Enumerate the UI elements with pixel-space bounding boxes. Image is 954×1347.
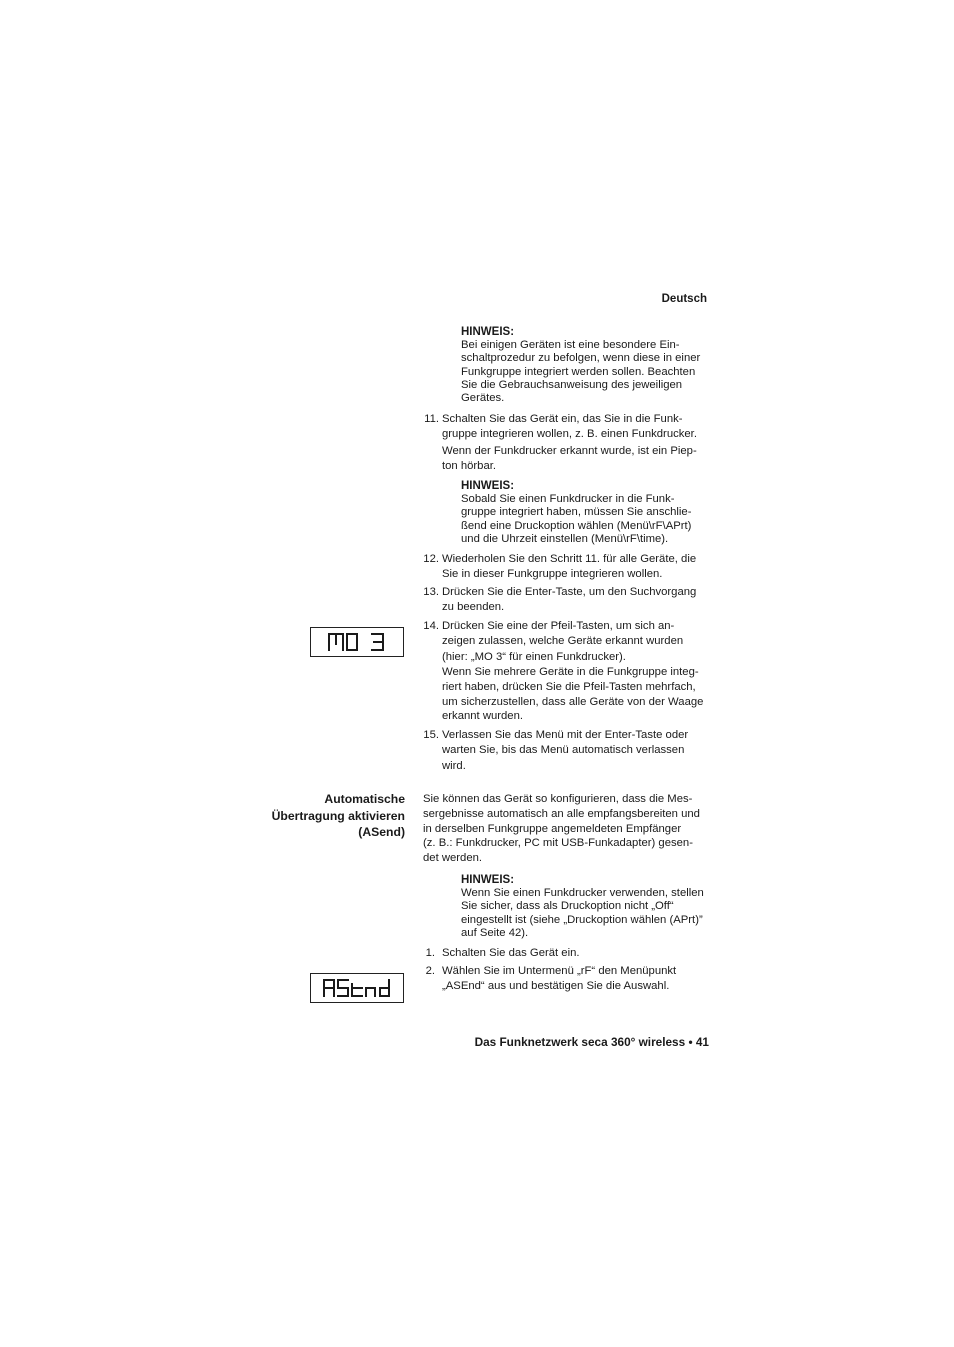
note-line: gruppe integriert haben, müssen Sie anschlie- bbox=[461, 506, 692, 519]
note-body bbox=[461, 339, 711, 405]
note-3 bbox=[461, 874, 713, 940]
section-step-1-text bbox=[442, 946, 712, 961]
note-title: HINWEIS: bbox=[461, 874, 515, 886]
language-label: Deutsch bbox=[661, 293, 707, 305]
note-body bbox=[461, 887, 713, 940]
step-line: zeigen zulassen, welche Geräte erkannt wurden bbox=[442, 635, 684, 648]
step-number: 12. bbox=[423, 553, 439, 565]
intro-line: sergebnisse automatisch an alle empfangsbereiten und bbox=[423, 807, 700, 820]
step-line: wird. bbox=[442, 759, 466, 772]
step-line: Wenn der Funkdrucker erkannt wurde, ist ein Piep- bbox=[442, 445, 697, 457]
step-11-text bbox=[442, 412, 712, 443]
section-title-line: Automatische bbox=[324, 792, 405, 806]
note-line: Funkgruppe integriert werden sollen. Beachten bbox=[461, 365, 696, 378]
step-line: Sie in dieser Funkgruppe integrieren wollen. bbox=[442, 568, 663, 581]
step-line: Wiederholen Sie den Schritt 11. für alle Geräte, die bbox=[442, 553, 697, 565]
step-number: 14. bbox=[423, 620, 439, 632]
note-title: HINWEIS: bbox=[461, 480, 515, 492]
step-11-extra bbox=[442, 444, 712, 474]
step-line: Verlassen Sie das Menü mit der Enter-Taste oder bbox=[442, 729, 689, 741]
note-line: Sie die Gebrauchsanweisung des jeweiligen bbox=[461, 378, 683, 391]
note-line: eingestellt ist (siehe „Druckoption wählen (APrt)” bbox=[461, 913, 703, 926]
step-line: gruppe integrieren wollen, z. B. einen Funkdrucker. bbox=[442, 428, 697, 441]
intro-line: det werden. bbox=[423, 852, 483, 865]
step-line: riert haben, drücken Sie die Pfeil-Tasten mehrfach, bbox=[442, 680, 696, 693]
step-number: 2. bbox=[425, 965, 435, 977]
lcd-glyph-3 bbox=[372, 634, 383, 650]
note-line: und die Uhrzeit einstellen (Menü\rF\time). bbox=[461, 532, 669, 545]
step-line: ton hörbar. bbox=[442, 459, 497, 472]
note-1 bbox=[461, 326, 711, 405]
section-title bbox=[240, 791, 405, 841]
step-line: Drücken Sie eine der Pfeil-Tasten, um sich an- bbox=[442, 620, 675, 632]
intro-line: (z. B.: Funkdrucker, PC mit USB-Funkadapter) gesen- bbox=[423, 837, 693, 850]
note-line: Gerätes. bbox=[461, 392, 505, 405]
step-line: Drücken Sie die Enter-Taste, um den Suchvorgang bbox=[442, 586, 697, 598]
section-intro bbox=[423, 792, 713, 866]
step-14-text bbox=[442, 619, 712, 665]
section-title-line: (ASend) bbox=[358, 825, 405, 840]
page-footer: Das Funknetzwerk seca 360° wireless • 41 bbox=[474, 1035, 709, 1049]
step-line: warten Sie, bis das Menü automatisch verlassen bbox=[442, 744, 685, 757]
step-15-text bbox=[442, 728, 712, 774]
step-number: 1. bbox=[425, 947, 435, 959]
note-line: auf Seite 42). bbox=[461, 926, 529, 939]
lcd-glyph-o bbox=[347, 634, 357, 650]
intro-line: in derselben Funkgruppe angemeldeten Empfänger bbox=[423, 822, 682, 835]
step-14-extra bbox=[442, 665, 712, 724]
lcd-glyph-e bbox=[352, 984, 362, 996]
step-line: „ASEnd“ aus und bestätigen Sie die Auswahl. bbox=[442, 980, 670, 993]
step-line: (hier: „MO 3“ für einen Funkdrucker). bbox=[442, 650, 626, 663]
note-line: Wenn Sie einen Funkdrucker verwenden, stellen bbox=[461, 887, 704, 899]
note-2 bbox=[461, 480, 711, 546]
note-line: schaltprozedur zu befolgen, wenn diese in einer bbox=[461, 352, 701, 365]
note-line: ßend eine Druckoption wählen (Menü\rF\APrt) bbox=[461, 519, 692, 532]
note-body bbox=[461, 493, 711, 546]
lcd-segments-asend bbox=[322, 978, 392, 998]
note-line: Bei einigen Geräten ist eine besondere Ein- bbox=[461, 339, 680, 351]
step-line: Wenn Sie mehrere Geräte in die Funkgruppe integ- bbox=[442, 666, 699, 678]
lcd-glyph-s bbox=[338, 980, 348, 996]
step-12-text bbox=[442, 552, 712, 583]
note-line: Sobald Sie einen Funkdrucker in die Funk- bbox=[461, 493, 675, 505]
step-line: um sicherzustellen, dass alle Geräte von der Waage bbox=[442, 695, 704, 708]
lcd-segments-mo3 bbox=[327, 632, 387, 652]
step-line: zu beenden. bbox=[442, 601, 505, 614]
step-line: Schalten Sie das Gerät ein. bbox=[442, 947, 580, 959]
note-title: HINWEIS: bbox=[461, 326, 515, 338]
step-line: Wählen Sie im Untermenü „rF“ den Menüpunkt bbox=[442, 965, 677, 977]
section-title-line: Übertragung aktivieren bbox=[271, 808, 405, 823]
lcd-glyph-d bbox=[380, 980, 389, 996]
lcd-glyph-m bbox=[329, 634, 343, 650]
display-mo3 bbox=[310, 627, 404, 657]
lcd-glyph-a bbox=[324, 980, 334, 996]
step-number: 13. bbox=[423, 586, 439, 598]
step-line: erkannt wurden. bbox=[442, 710, 524, 723]
display-asend bbox=[310, 973, 404, 1003]
step-number: 15. bbox=[423, 729, 439, 741]
note-line: Sie sicher, dass als Druckoption nicht „Off“ bbox=[461, 900, 674, 913]
section-step-2-text bbox=[442, 964, 712, 995]
step-line: Schalten Sie das Gerät ein, das Sie in die Funk- bbox=[442, 413, 683, 425]
lcd-glyph-n bbox=[366, 988, 375, 996]
intro-line: Sie können das Gerät so konfigurieren, dass die Mes- bbox=[423, 793, 693, 805]
step-number: 11. bbox=[424, 413, 439, 425]
step-13-text bbox=[442, 585, 712, 616]
